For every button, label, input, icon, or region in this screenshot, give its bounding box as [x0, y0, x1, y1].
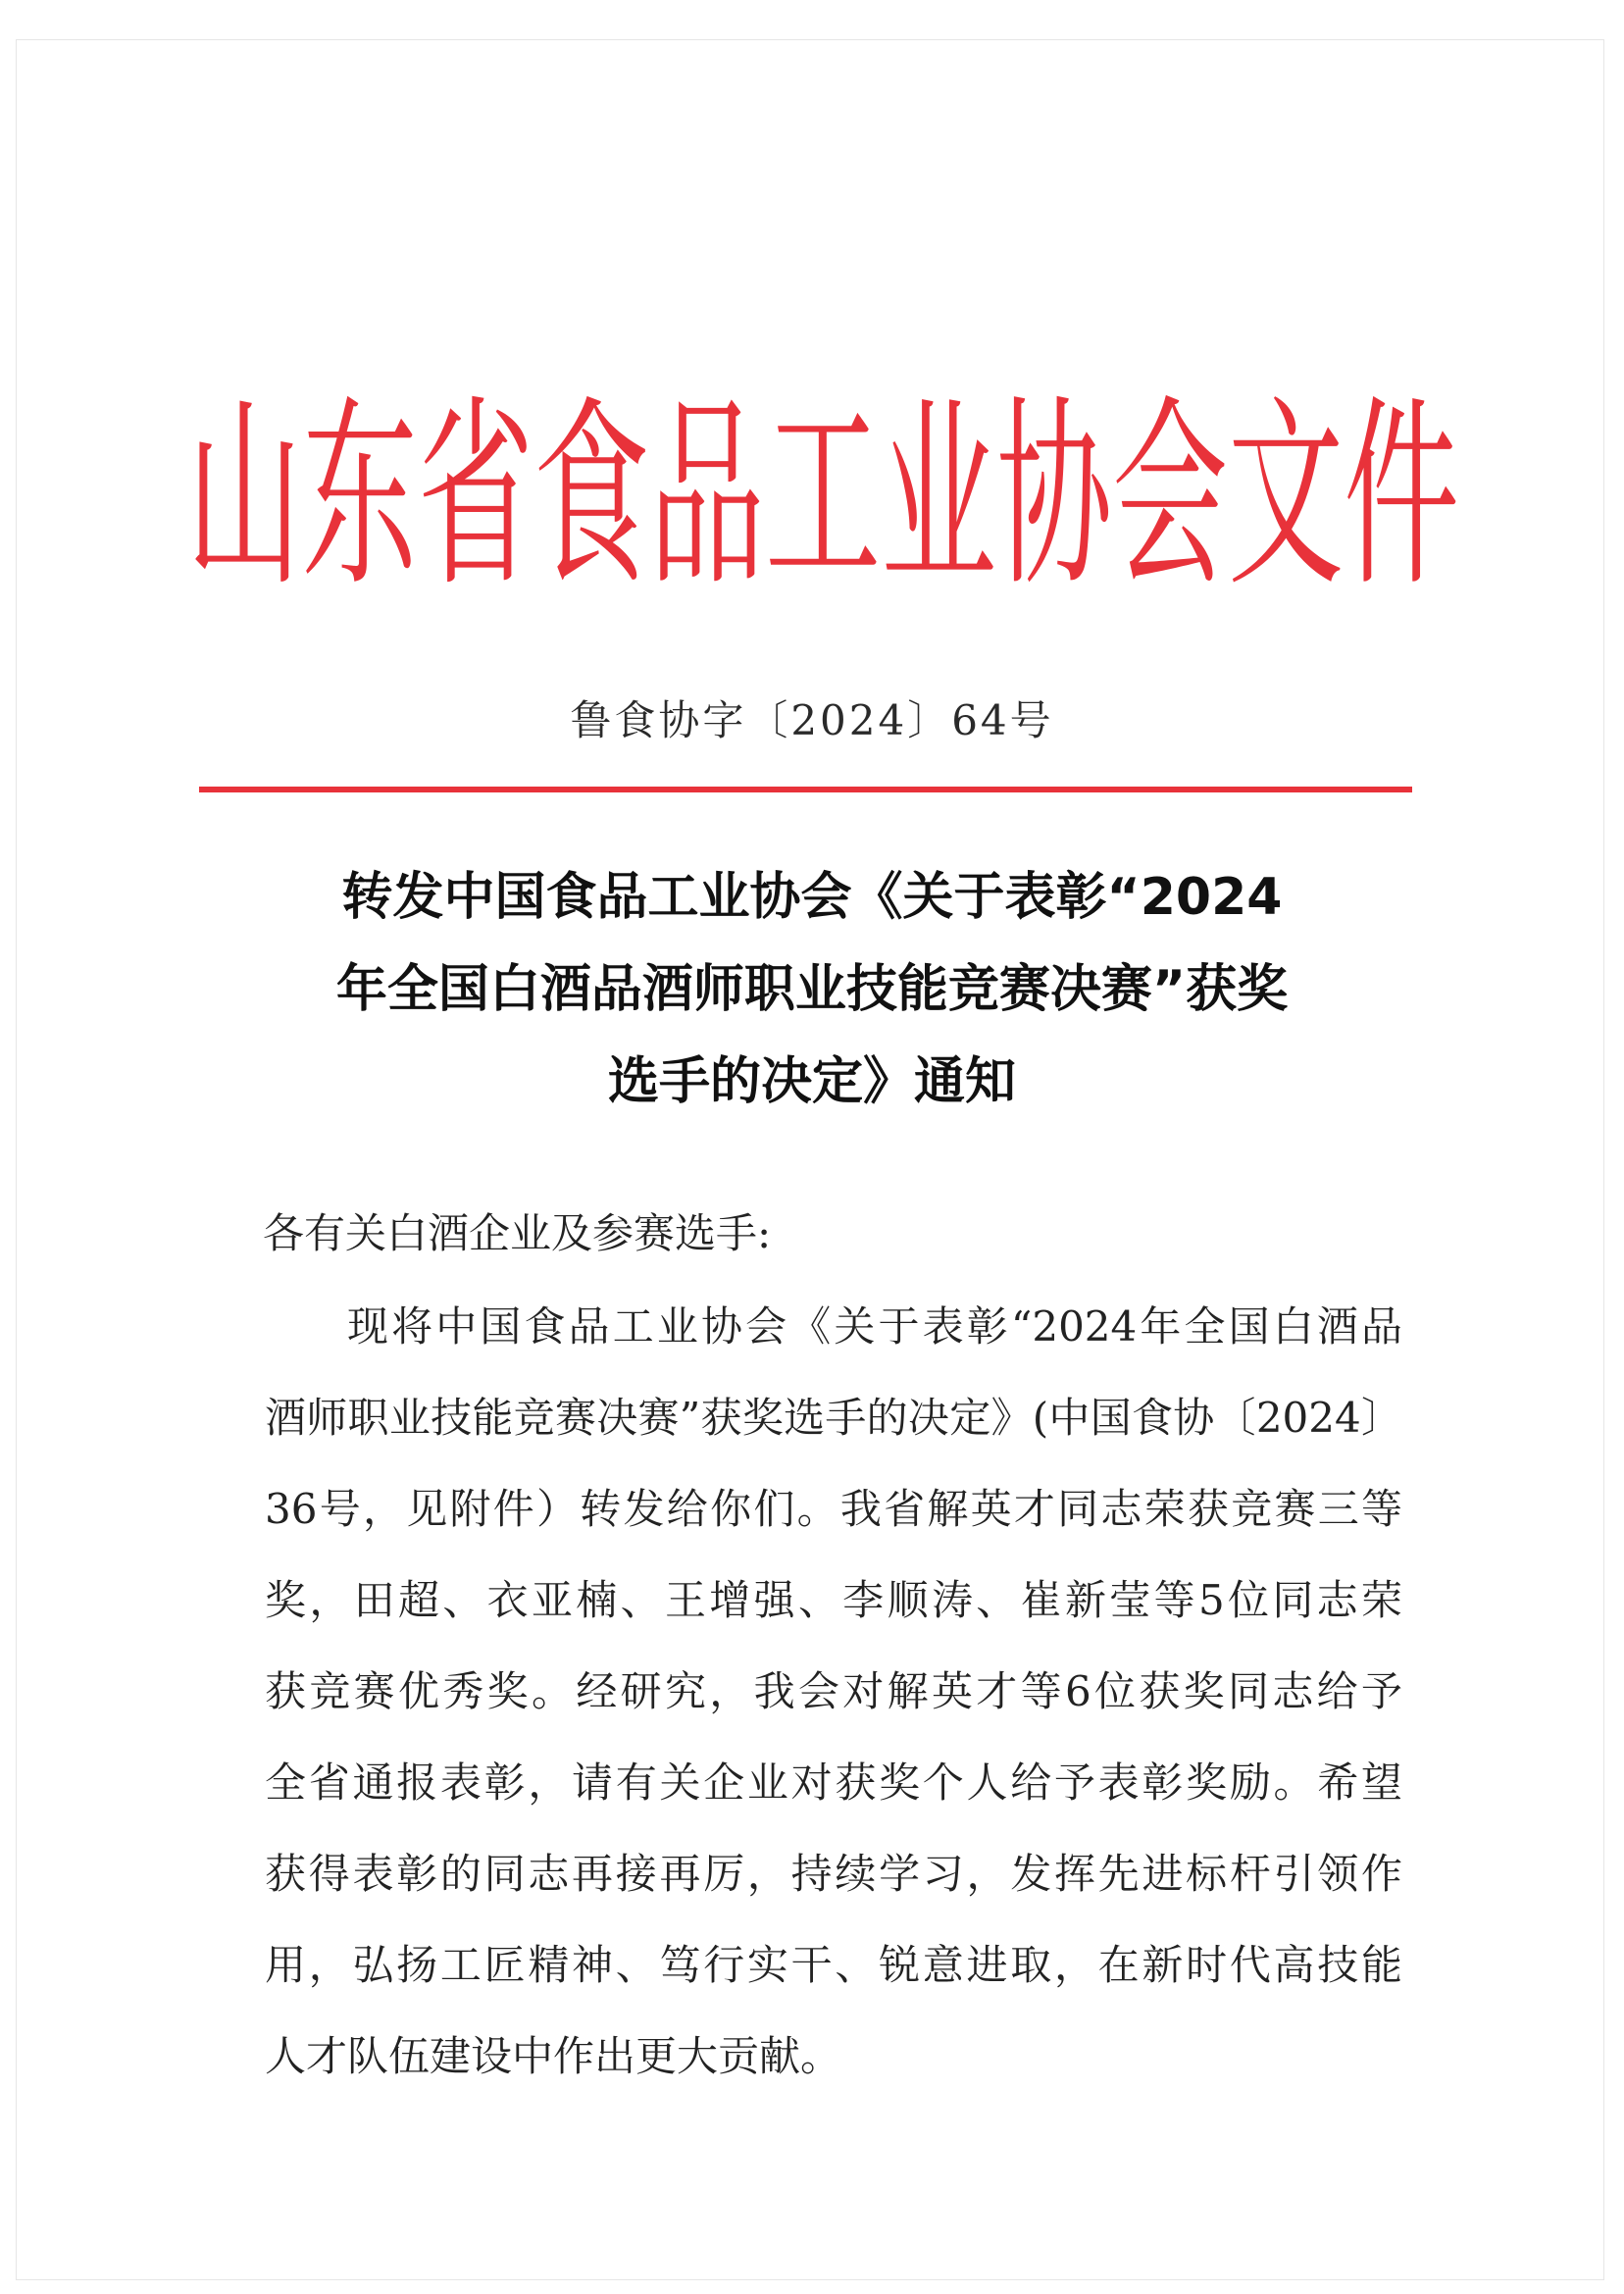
document-title-line: 年全国白酒品酒师职业技能竞赛决赛”获奖 [335, 960, 1289, 1019]
salutation: 各有关白酒企业及参赛选手: [263, 1209, 772, 1257]
document-number: 鲁食协字〔2024〕64号 [570, 696, 1054, 744]
org-title-char: 文 [1228, 377, 1345, 614]
document-title-line: 转发中国食品工业协会《关于表彰“2024 [341, 868, 1283, 927]
org-title-char: 工 [765, 377, 882, 614]
body-line: 现将中国食品工业协会《关于表彰“2024年全国白酒品 [347, 1302, 1402, 1351]
org-title-char: 件 [1344, 377, 1460, 614]
body-line: 36号，见附件）转发给你们。我省解英才同志荣获竞赛三等 [265, 1485, 1402, 1533]
body-line: 酒师职业技能竞赛决赛”获奖选手的决定》(中国食协〔2024〕 [265, 1394, 1402, 1442]
org-title-char: 省 [418, 377, 534, 614]
org-title-char: 东 [302, 377, 419, 614]
org-title-char: 业 [881, 377, 997, 614]
body-paragraph [265, 1281, 1402, 2102]
org-title-char: 食 [533, 377, 650, 614]
red-divider-line [199, 787, 1412, 792]
org-title-char: 山 [186, 377, 303, 614]
body-line: 获得表彰的同志再接再厉，持续学习，发挥先进标杆引领作 [265, 1850, 1402, 1898]
body-line: 获竞赛优秀奖。经研究，我会对解英才等6位获奖同志给予 [265, 1667, 1402, 1715]
body-line: 全省通报表彰，请有关企业对获奖个人给予表彰奖励。希望 [265, 1759, 1402, 1807]
org-title-char: 协 [996, 377, 1113, 614]
document-title-line: 选手的决定》通知 [607, 1052, 1016, 1111]
body-line: 奖，田超、衣亚楠、王增强、李顺涛、崔新莹等5位同志荣 [265, 1576, 1402, 1624]
org-title-char: 品 [649, 377, 766, 614]
body-line: 用，弘扬工匠精神、笃行实干、锐意进取，在新时代高技能 [265, 1941, 1402, 1989]
org-header-title [186, 377, 1460, 614]
org-title-char: 会 [1112, 377, 1229, 614]
document-title [196, 851, 1428, 1128]
body-line: 人才队伍建设中作出更大贡献。 [265, 2032, 842, 2080]
